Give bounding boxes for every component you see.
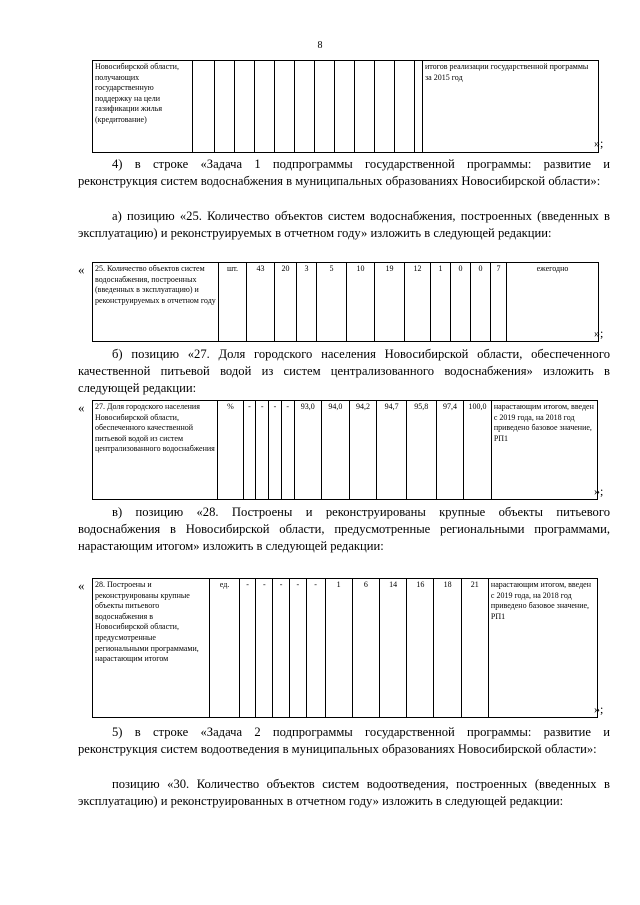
row25-v2: 20: [275, 263, 297, 342]
row27-v2: -: [256, 401, 269, 500]
row25-name: 25. Количество объектов систем водоснабжения, построенных (введенных в эксплуатацию) и реконструируемых в отчетном году: [93, 263, 219, 342]
paragraph-task-1: 4) в строке «Задача 1 подпрограммы государственной программы: развитие и реконструкция систем водоснабжения в муниципальных образованиях Новосибирской области»:: [78, 157, 610, 188]
row25-v1: 43: [247, 263, 275, 342]
row25-v5: 10: [347, 263, 375, 342]
row28-v9: 16: [407, 579, 434, 718]
row25-v3: 3: [297, 263, 317, 342]
row28-v8: 14: [379, 579, 406, 718]
row25-unit: шт.: [219, 263, 247, 342]
quote-open: «: [78, 262, 85, 277]
row27-v4: -: [281, 401, 294, 500]
row25-v4: 5: [317, 263, 347, 342]
paragraph-task-2: 5) в строке «Задача 2 подпрограммы государственной программы: развитие и реконструкция систем водоотведения в муниципальных образованиях Новосибирской области»:: [78, 725, 610, 756]
row25-v6: 19: [375, 263, 405, 342]
row25-note: ежегодно: [507, 263, 599, 342]
row27-v3: -: [269, 401, 282, 500]
page-number: 8: [317, 40, 323, 51]
quote-close: »;: [594, 702, 604, 716]
row27-v8: 94,7: [377, 401, 407, 500]
row27-v5: 93,0: [294, 401, 322, 500]
row25-v11: 7: [491, 263, 507, 342]
row27-unit: %: [218, 401, 243, 500]
quote-open: «: [78, 578, 85, 593]
row25-v8: 1: [431, 263, 451, 342]
table-row-28: [92, 578, 598, 718]
quote-close: »;: [594, 136, 604, 150]
row28-v5: -: [306, 579, 325, 718]
row28-v1: -: [239, 579, 256, 718]
row25-v9: 0: [451, 263, 471, 342]
quote-close: »;: [594, 326, 604, 340]
row28-v7: 6: [352, 579, 379, 718]
row28-v10: 18: [434, 579, 461, 718]
row27-v1: -: [243, 401, 256, 500]
paragraph-30: позицию «30. Количество объектов систем водоотведения, построенных (введенных в эксплуатацию) и реконструированных в отчетном году» изложить в следующей редакции:: [78, 777, 610, 808]
row28-v4: -: [289, 579, 306, 718]
row28-unit: ед.: [210, 579, 239, 718]
table-fragment-top: [92, 60, 599, 153]
row25-v10: 0: [471, 263, 491, 342]
row25-v7: 12: [405, 263, 431, 342]
row27-v6: 94,0: [322, 401, 350, 500]
row27-name: 27. Доля городского населения Новосибирской области, обеспеченного качественной питьевой водой из систем централизованного водоснабжения: [93, 401, 218, 500]
row28-v6: 1: [325, 579, 352, 718]
top-name-cell: Новосибирской области, получающих государственную поддержку на цели газификации жилья (кредитование): [93, 61, 193, 153]
row27-v7: 94,2: [349, 401, 377, 500]
paragraph-a: а) позицию «25. Количество объектов систем водоснабжения, построенных (введенных в эксплуатацию) и реконструируемых в отчетном году» изложить в следующей редакции:: [78, 209, 610, 240]
quote-close: »;: [594, 484, 604, 498]
table-row-27: [92, 400, 598, 500]
row28-v3: -: [273, 579, 290, 718]
row27-v10: 97,4: [436, 401, 464, 500]
row27-v9: 95,8: [406, 401, 436, 500]
row28-name: 28. Построены и реконструированы крупные объекты питьевого водоснабжения в Новосибирской области, предусмотренные региональными программами, нарастающим итогом: [93, 579, 210, 718]
row27-note: нарастающим итогом, введен с 2019 года, на 2018 год приведено базовое значение, РП1: [491, 401, 597, 500]
top-note-cell: итогов реализации государственной программы за 2015 год: [423, 61, 599, 153]
row28-note: нарастающим итогом, введен с 2019 года, на 2018 год приведено базовое значение, РП1: [488, 579, 597, 718]
row27-v11: 100,0: [464, 401, 492, 500]
row28-v11: 21: [461, 579, 488, 718]
paragraph-v: в) позицию «28. Построены и реконструированы крупные объекты питьевого водоснабжения в Новосибирской области, предусмотренные региональными программами, нарастающим итогом» изложить в следующей редакции:: [78, 505, 610, 553]
row28-v2: -: [256, 579, 273, 718]
quote-open: «: [78, 400, 85, 415]
paragraph-b: б) позицию «27. Доля городского населения Новосибирской области, обеспеченного качественной питьевой водой из систем централизованного водоснабжения» изложить в следующей редакции:: [78, 347, 610, 395]
table-row-25: [92, 262, 599, 342]
